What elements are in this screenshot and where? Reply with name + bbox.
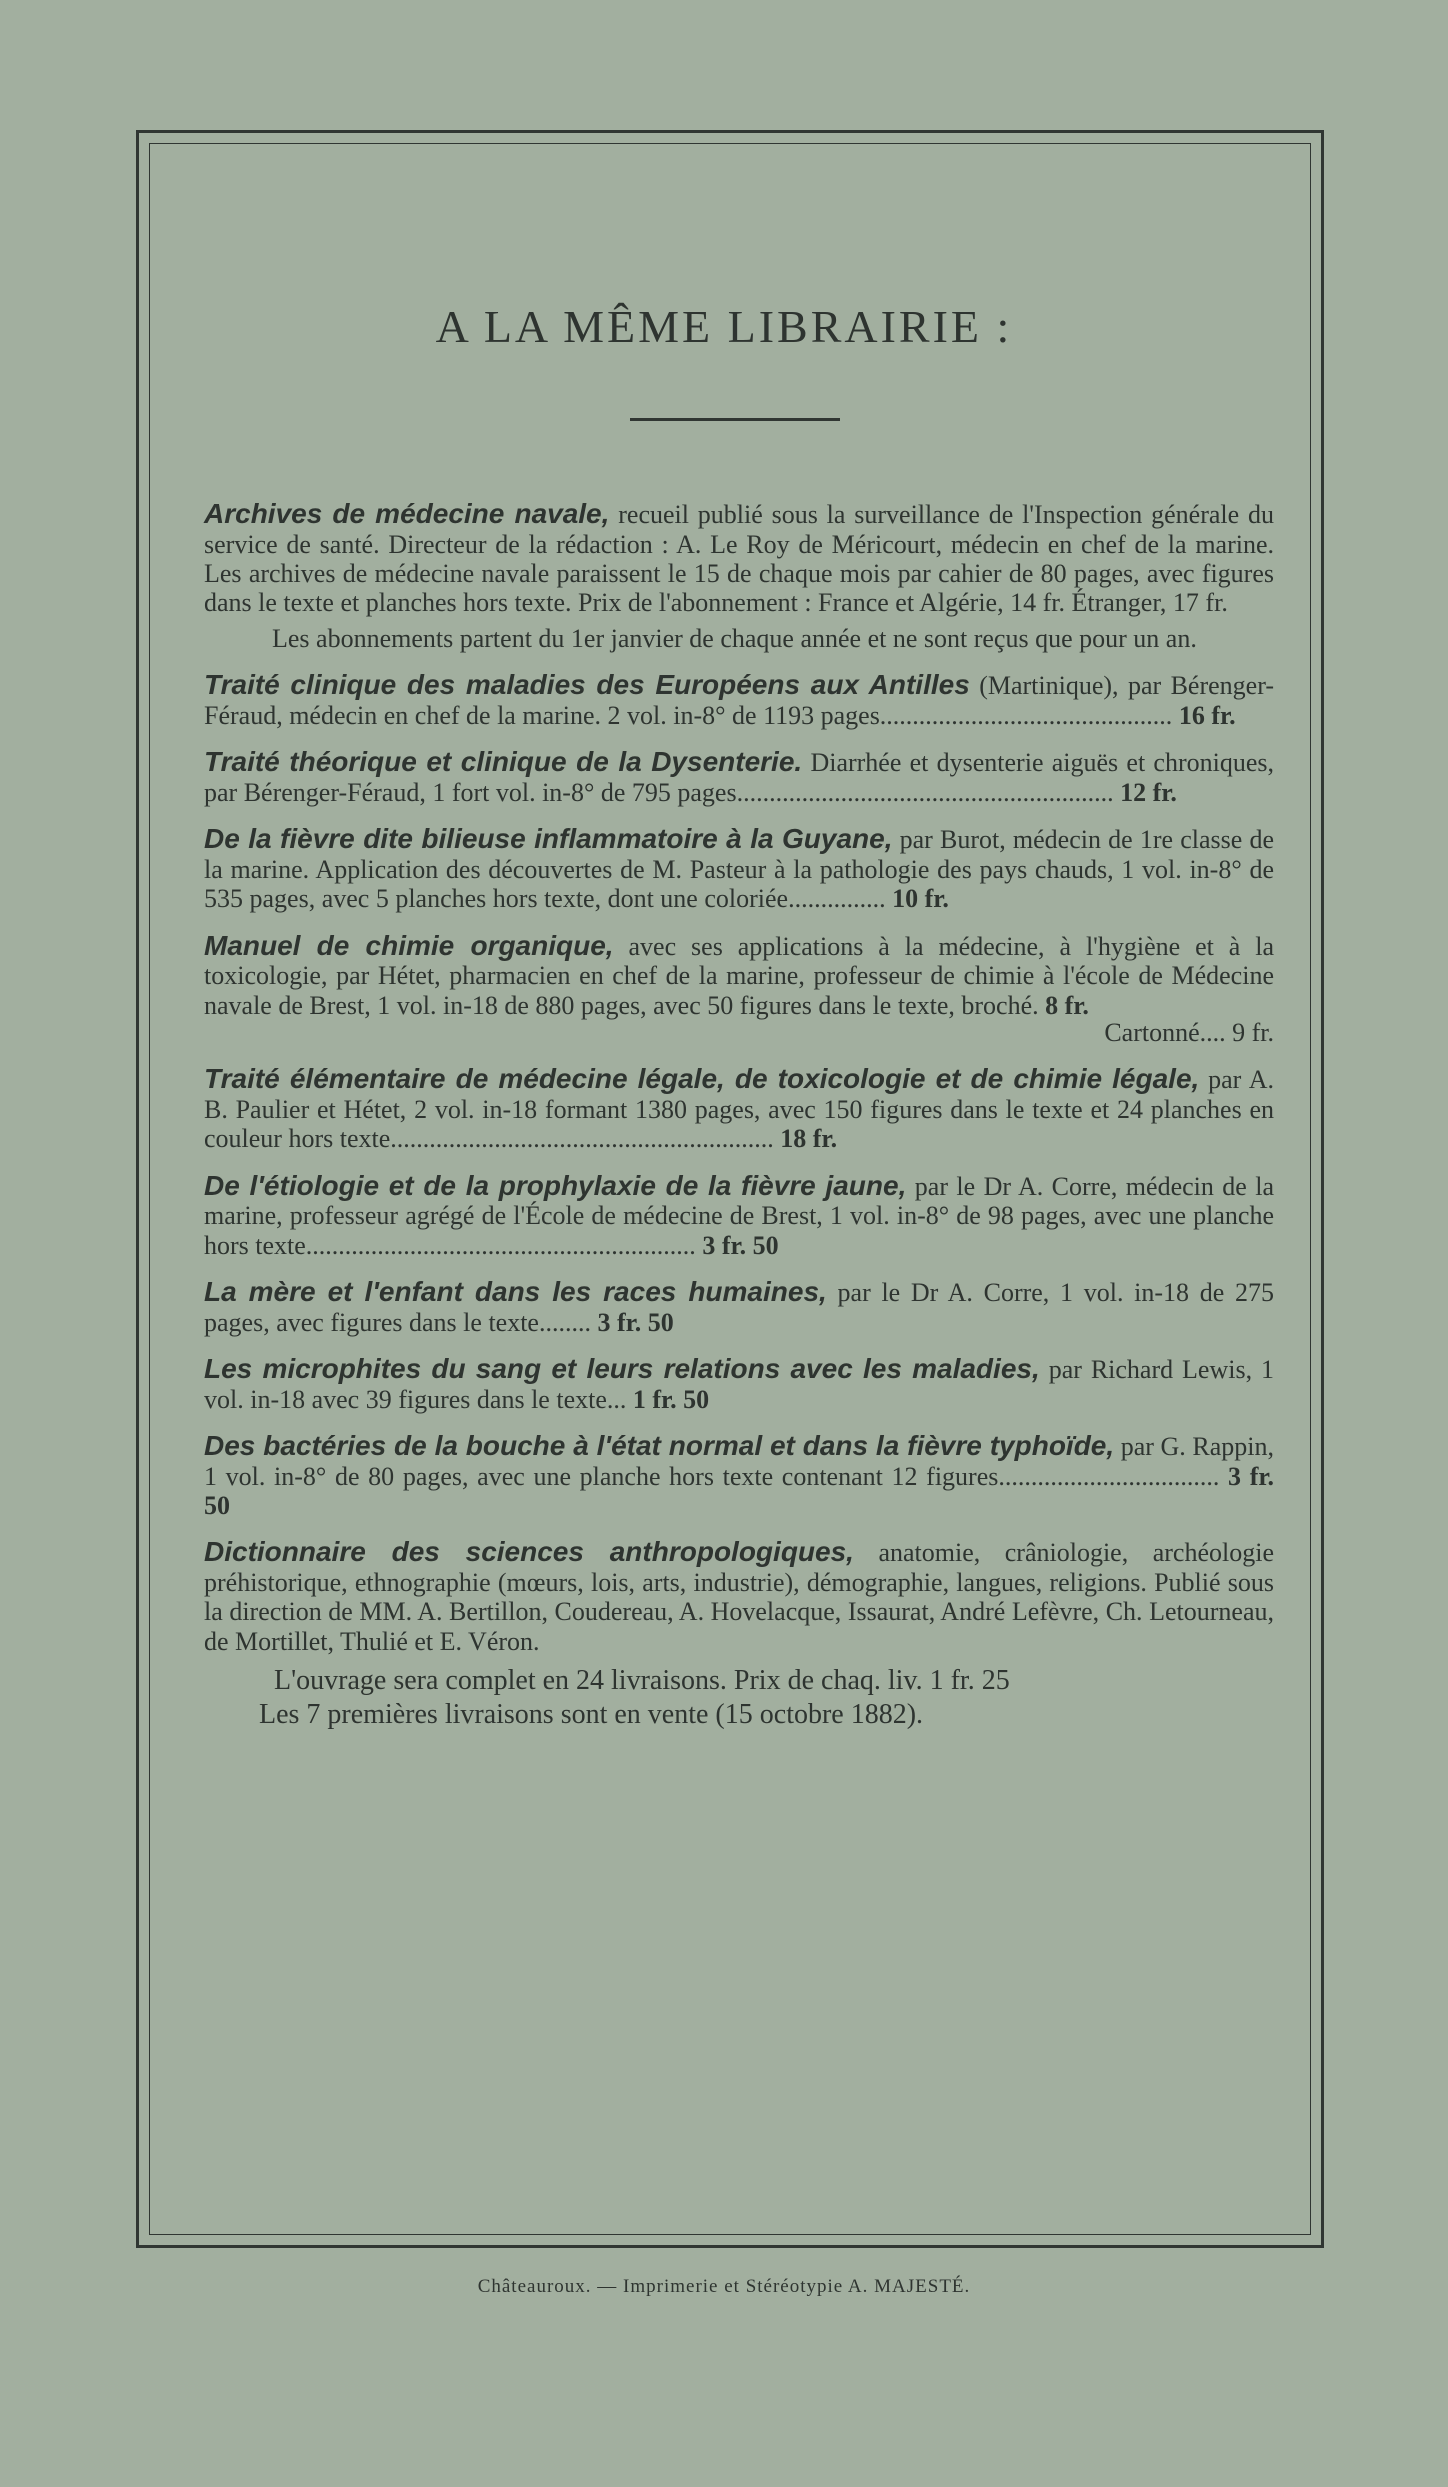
entry-body: Diarrhée et dysenterie aiguës et chroniques, par Bérenger-Féraud, 1 fort vol. in-8° de 795 pages.......................................................... bbox=[204, 748, 1275, 807]
entry-title: Des bactéries de la bouche à l'état normal et dans la fièvre typhoïde, bbox=[204, 1430, 1115, 1461]
catalogue-entry bbox=[204, 669, 1274, 730]
entry-price: 3 fr. 50 bbox=[204, 1461, 1275, 1520]
entry-title: De la fièvre dite bilieuse inflammatoire à la Guyane, bbox=[204, 823, 893, 855]
entry-body: par le Dr A. Corre, médecin de la marine, professeur agrégé de l'École de médecine de Brest, 1 vol. in-8° de 98 pages, avec une planche hors texte............................................................ bbox=[204, 1171, 1275, 1260]
entry-price: 18 fr. bbox=[780, 1124, 838, 1154]
entry-body: par le Dr A. Corre, 1 vol. in-18 de 275 pages, avec figures dans le texte........ bbox=[204, 1278, 1274, 1337]
catalogue-entry bbox=[204, 746, 1274, 807]
entry-body: par A. B. Paulier et Hétet, 2 vol. in-18 formant 1380 pages, avec 150 figures dans le texte et 24 planches en couleur hors texte........................................................... bbox=[204, 1065, 1275, 1154]
entry-price: 16 fr. bbox=[1178, 700, 1236, 730]
entry-price: 12 fr. bbox=[1120, 777, 1177, 807]
entry-price: 8 fr. bbox=[1045, 990, 1089, 1020]
entry-price: 1 fr. 50 bbox=[632, 1384, 710, 1414]
catalogue-entry bbox=[204, 1170, 1274, 1260]
entry-title: Traité élémentaire de médecine légale, de toxicologie et de chimie légale, bbox=[204, 1063, 1200, 1095]
catalogue-entry bbox=[204, 823, 1274, 913]
entry-note: Les abonnements partent du 1er janvier de chaque année et ne sont reçus que pour un an. bbox=[272, 623, 1197, 653]
entry-title: Les microphites du sang et leurs relations avec les maladies, bbox=[204, 1353, 1040, 1384]
catalogue-list bbox=[204, 498, 1274, 1731]
catalogue-entry bbox=[204, 930, 1274, 1048]
entry-price: 10 fr. bbox=[892, 884, 949, 914]
entry-title: Archives de médecine navale, bbox=[204, 498, 610, 529]
printer-imprint: Châteauroux. — Imprimerie et Stéréotypie A. MAJESTÉ. bbox=[477, 2276, 971, 2297]
entry-body: avec ses applications à la médecine, à l'hygiène et à la toxicologie, par Hétet, pharmacien en chef de la marine, professeur de chimie à l'école de Médecine navale de Brest, 1 vol. in-18 de 880 pages, avec 50 figures dans le texte, broché. bbox=[204, 931, 1275, 1020]
catalogue-entry bbox=[204, 1430, 1274, 1520]
entry-body: par Richard Lewis, 1 vol. in-18 avec 39 figures dans le texte... bbox=[204, 1355, 1275, 1414]
entry-body: recueil publié sous la surveillance de l'Inspection générale du service de santé. Directeur de la rédaction : A. Le Roy de Méricourt, médecin en chef de la marine. Les archives de médecine navale paraissent le 15 de chaque mois par cahier de 80 pages, avec figures dans le texte et planches hors texte. Prix de l'abonnement : France et Algérie, 14 fr. Étranger, 17 fr. bbox=[204, 500, 1274, 618]
entry-body: anatomie, crâniologie, archéologie préhistorique, ethnographie (mœurs, lois, arts, industrie), démographie, langues, religions. Publié sous la direction de MM. A. Bertillon, Coudereau, A. Hovelacque, Issaurat, André Lefèvre, Ch. Letourneau, de Mortillet, Thulié et E. Véron. bbox=[204, 1538, 1274, 1656]
entry-title: De l'étiologie et de la prophylaxie de la fièvre jaune, bbox=[204, 1169, 907, 1201]
catalogue-entry bbox=[204, 1536, 1274, 1656]
entry-body: par Burot, médecin de 1re classe de la marine. Application des découvertes de M. Pasteur à la pathologie des pays chauds, 1 vol. in-8° de 535 pages, avec 5 planches hors texte, dont une coloriée............... bbox=[204, 825, 1274, 914]
entry-body: par G. Rappin, 1 vol. in-8° de 80 pages, avec une planche hors texte contenant 12 figures.................................. bbox=[204, 1432, 1274, 1491]
catalogue-entry bbox=[204, 1063, 1274, 1153]
entry-title: Dictionnaire des sciences anthropologiques, bbox=[204, 1536, 854, 1568]
catalogue-entry bbox=[204, 1276, 1274, 1337]
entry-title: Manuel de chimie organique, bbox=[204, 929, 614, 961]
page-heading: A LA MÊME LIBRAIRIE : bbox=[435, 301, 1013, 352]
catalogue-entry bbox=[204, 498, 1274, 618]
subscription-line: L'ouvrage sera complet en 24 livraisons. Prix de chaq. liv. 1 fr. 25 bbox=[274, 1665, 1010, 1697]
entry-body: (Martinique), par Bérenger-Féraud, médecin en chef de la marine. 2 vol. in-8° de 1193 pages............................................. bbox=[204, 671, 1274, 730]
entry-price-bound: Cartonné.... 9 fr. bbox=[1104, 1017, 1274, 1047]
entry-title: La mère et l'enfant dans les races humaines, bbox=[204, 1276, 827, 1307]
entry-title: Traité clinique des maladies des Européens aux Antilles bbox=[204, 669, 970, 701]
heading-rule bbox=[630, 418, 840, 421]
entry-price: 3 fr. 50 bbox=[702, 1230, 779, 1260]
catalogue-entry bbox=[204, 1353, 1274, 1414]
availability-line: Les 7 premières livraisons sont en vente (15 octobre 1882). bbox=[259, 1698, 924, 1730]
entry-price: 3 fr. 50 bbox=[597, 1307, 674, 1337]
entry-title: Traité théorique et clinique de la Dysenterie. bbox=[204, 746, 803, 778]
